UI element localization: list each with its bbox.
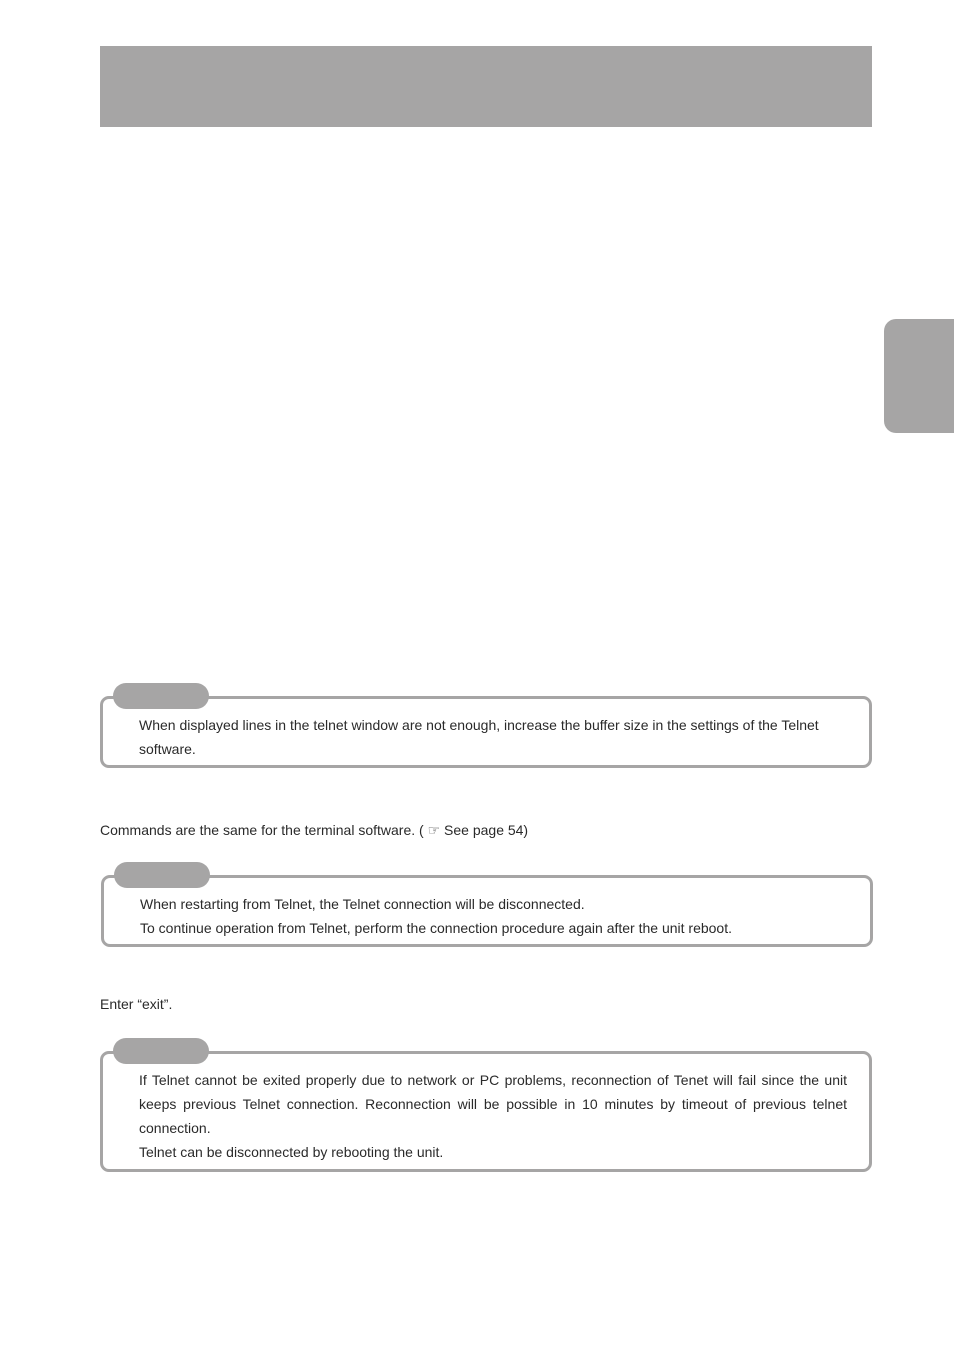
note-line: When restarting from Telnet, the Telnet connection will be disconnected. (140, 896, 585, 912)
note-label-tab (114, 862, 210, 888)
note-label-tab (113, 683, 209, 709)
note-line: To continue operation from Telnet, perform the connection procedure again after the unit reboot. (140, 920, 732, 936)
pointing-hand-icon: ☞ (427, 823, 441, 839)
commands-text-before: Commands are the same for the terminal software. ( (100, 822, 428, 838)
note-line: When displayed lines in the telnet window are not enough, increase the buffer size in the settings of the Telnet software. (139, 717, 819, 757)
note-line: Telnet can be disconnected by rebooting the unit. (139, 1144, 444, 1160)
note-text (140, 892, 848, 940)
commands-text-after: See page 54) (440, 822, 529, 838)
note-box-restart (101, 875, 873, 947)
note-label-tab (113, 1038, 209, 1064)
note-text (139, 1068, 847, 1164)
exit-paragraph: Enter “exit”. (100, 996, 173, 1012)
note-box-buffer-size (100, 696, 872, 768)
section-header-bar (100, 46, 872, 127)
note-text (139, 713, 847, 761)
note-line: If Telnet cannot be exited properly due to network or PC problems, reconnection of Tenet will fail since the unit keeps previous Telnet connection. Reconnection will be possible in 10 minutes by timeout of previous telnet connection. (139, 1072, 847, 1136)
commands-paragraph (100, 820, 528, 841)
chapter-side-tab (884, 319, 954, 433)
note-box-exit-problems (100, 1051, 872, 1172)
